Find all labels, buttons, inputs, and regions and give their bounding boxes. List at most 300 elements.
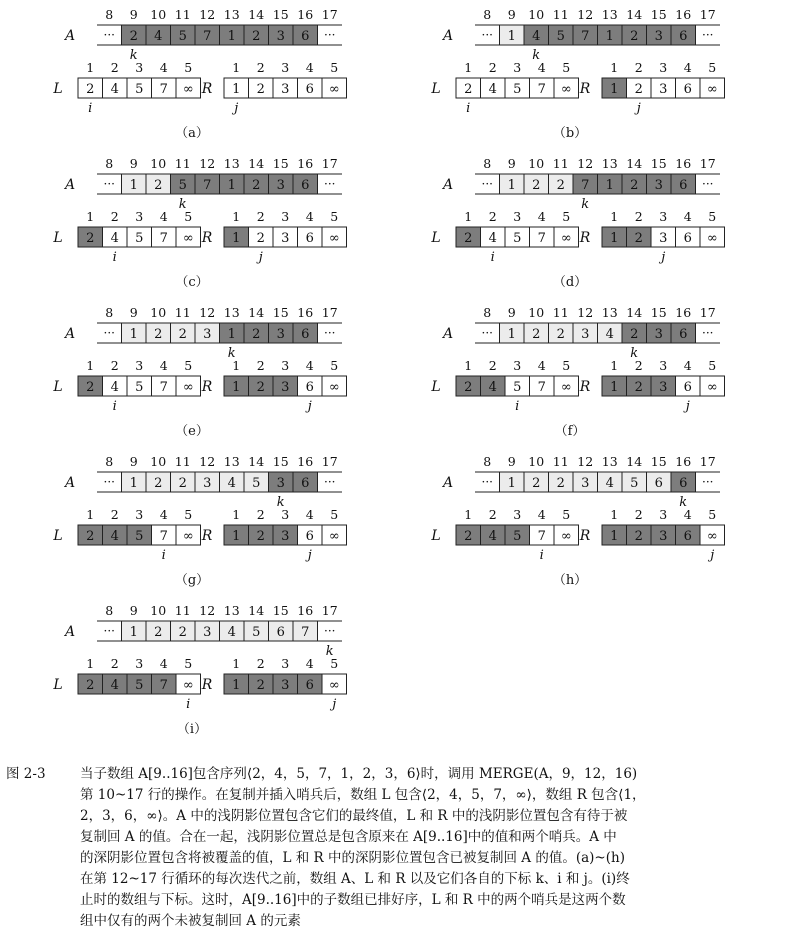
a-value: 6: [276, 625, 285, 640]
a-index-label: 10: [150, 603, 167, 618]
l-value: 7: [537, 380, 546, 395]
i-pointer: i: [490, 250, 495, 265]
r-value: 2: [256, 678, 265, 693]
r-index-label: 1: [232, 656, 241, 671]
panel-i: [52, 603, 346, 737]
a-index-label: 12: [577, 454, 594, 469]
a-value: 3: [203, 625, 212, 640]
a-index-label: 14: [248, 454, 265, 469]
l-index-label: 3: [513, 507, 522, 522]
array-r-label: R: [579, 81, 591, 97]
a-value: 7: [203, 178, 212, 193]
a-index-label: 10: [528, 156, 545, 171]
r-index-label: 4: [305, 60, 314, 75]
r-value: 6: [683, 231, 692, 246]
k-pointer: k: [679, 495, 688, 510]
l-index-label: 5: [184, 507, 193, 522]
l-value: 2: [464, 82, 473, 97]
l-value: ∞: [182, 678, 194, 693]
a-value: 5: [178, 29, 187, 44]
r-index-label: 1: [232, 358, 241, 373]
l-index-label: 2: [488, 358, 497, 373]
l-value: 2: [86, 678, 95, 693]
a-index-label: 12: [199, 454, 216, 469]
r-index-label: 1: [232, 60, 241, 75]
a-value: 2: [532, 327, 541, 342]
l-value: 5: [135, 678, 144, 693]
array-a-label: A: [64, 326, 76, 342]
array-a-label: A: [442, 28, 454, 44]
r-index-label: 2: [634, 60, 643, 75]
a-value: 2: [178, 476, 187, 491]
l-value: 7: [159, 678, 168, 693]
r-index-label: 5: [330, 656, 339, 671]
a-ellipsis-right: ···: [702, 28, 714, 42]
r-value: 6: [305, 231, 314, 246]
a-index-label: 12: [199, 7, 216, 22]
r-value: 3: [659, 529, 668, 544]
panel-c: [52, 156, 346, 290]
a-index-label: 17: [321, 7, 338, 22]
a-index-label: 13: [601, 156, 618, 171]
a-index-label: 17: [699, 7, 716, 22]
a-value: 6: [679, 327, 688, 342]
r-value: ∞: [328, 231, 340, 246]
array-r-label: R: [579, 230, 591, 246]
a-index-label: 15: [272, 454, 289, 469]
a-ellipsis-left: ···: [481, 28, 493, 42]
a-index-label: 10: [150, 454, 167, 469]
a-index-label: 15: [650, 305, 667, 320]
l-index-label: 4: [159, 60, 168, 75]
a-value: 2: [556, 178, 565, 193]
a-index-label: 11: [174, 454, 191, 469]
a-index-label: 9: [129, 603, 138, 618]
a-value: 6: [679, 178, 688, 193]
a-value: 1: [129, 625, 138, 640]
r-value: 1: [610, 529, 619, 544]
r-index-label: 2: [256, 209, 265, 224]
a-index-label: 14: [626, 156, 643, 171]
a-index-label: 15: [650, 7, 667, 22]
l-index-label: 3: [513, 209, 522, 224]
a-value: 2: [532, 476, 541, 491]
l-value: ∞: [560, 380, 572, 395]
a-index-label: 8: [105, 454, 114, 469]
a-index-label: 11: [552, 7, 569, 22]
k-pointer: k: [630, 346, 639, 361]
a-index-label: 15: [272, 305, 289, 320]
array-l-label: L: [53, 528, 63, 544]
a-value: 5: [178, 178, 187, 193]
j-pointer: j: [307, 548, 312, 563]
l-index-label: 4: [159, 209, 168, 224]
i-pointer: i: [88, 101, 93, 116]
a-index-label: 16: [297, 603, 314, 618]
r-index-label: 2: [256, 60, 265, 75]
r-index-label: 3: [281, 209, 290, 224]
j-pointer: j: [258, 250, 263, 265]
l-index-label: 3: [135, 209, 144, 224]
a-index-label: 16: [297, 305, 314, 320]
l-index-label: 2: [110, 507, 119, 522]
a-value: 6: [301, 29, 310, 44]
a-value: 3: [654, 29, 663, 44]
r-index-label: 1: [610, 507, 619, 522]
r-index-label: 4: [683, 60, 692, 75]
a-index-label: 15: [272, 156, 289, 171]
array-a-label: A: [64, 475, 76, 491]
l-value: 7: [537, 82, 546, 97]
array-a-label: A: [64, 624, 76, 640]
a-value: 3: [654, 327, 663, 342]
array-a-label: A: [442, 326, 454, 342]
l-index-label: 1: [86, 507, 95, 522]
l-index-label: 2: [110, 60, 119, 75]
a-index-label: 11: [174, 603, 191, 618]
a-value: 2: [630, 29, 639, 44]
a-index-label: 16: [675, 454, 692, 469]
a-value: 3: [276, 29, 285, 44]
a-value: 2: [154, 178, 163, 193]
k-pointer: k: [178, 197, 187, 212]
a-index-label: 14: [248, 603, 265, 618]
a-value: 2: [154, 625, 163, 640]
l-value: 4: [110, 82, 119, 97]
l-index-label: 1: [464, 507, 473, 522]
a-index-label: 12: [577, 305, 594, 320]
r-value: 3: [281, 529, 290, 544]
a-ellipsis-left: ···: [103, 177, 115, 191]
i-pointer: i: [539, 548, 544, 563]
a-index-label: 11: [552, 454, 569, 469]
a-value: 1: [507, 327, 516, 342]
a-value: 5: [630, 476, 639, 491]
a-value: 1: [227, 178, 236, 193]
a-value: 1: [507, 29, 516, 44]
a-index-label: 16: [675, 7, 692, 22]
l-value: ∞: [182, 529, 194, 544]
panel-b: [430, 7, 724, 141]
r-index-label: 4: [683, 358, 692, 373]
a-ellipsis-right: ···: [324, 475, 336, 489]
a-value: 1: [129, 327, 138, 342]
a-value: 7: [581, 29, 590, 44]
l-value: 5: [135, 231, 144, 246]
r-value: ∞: [328, 529, 340, 544]
l-value: 7: [159, 380, 168, 395]
r-value: ∞: [706, 529, 718, 544]
l-index-label: 5: [184, 358, 193, 373]
a-value: 3: [581, 476, 590, 491]
j-pointer: j: [710, 548, 715, 563]
k-pointer: k: [129, 48, 138, 63]
a-value: 1: [129, 178, 138, 193]
array-r-label: R: [201, 528, 213, 544]
a-index-label: 13: [601, 7, 618, 22]
l-index-label: 3: [513, 358, 522, 373]
r-index-label: 1: [610, 209, 619, 224]
l-index-label: 5: [562, 209, 571, 224]
r-index-label: 1: [232, 507, 241, 522]
l-value: 4: [110, 678, 119, 693]
a-ellipsis-left: ···: [481, 326, 493, 340]
a-value: 2: [556, 476, 565, 491]
a-value: 6: [301, 327, 310, 342]
a-value: 2: [532, 178, 541, 193]
a-ellipsis-right: ···: [324, 177, 336, 191]
a-index-label: 17: [699, 305, 716, 320]
a-index-label: 12: [199, 305, 216, 320]
l-value: 4: [110, 231, 119, 246]
panel-caption: （d）: [552, 275, 588, 290]
r-index-label: 5: [708, 358, 717, 373]
a-value: 5: [252, 625, 261, 640]
a-index-label: 13: [223, 603, 240, 618]
a-index-label: 13: [223, 156, 240, 171]
r-value: 2: [256, 231, 265, 246]
r-value: ∞: [328, 380, 340, 395]
r-value: 3: [281, 82, 290, 97]
r-value: 2: [256, 529, 265, 544]
a-index-label: 14: [626, 454, 643, 469]
r-value: 3: [659, 231, 668, 246]
a-value: 2: [630, 178, 639, 193]
r-index-label: 4: [683, 209, 692, 224]
a-value: 7: [301, 625, 310, 640]
r-value: 1: [232, 380, 241, 395]
a-index-label: 13: [601, 454, 618, 469]
panel-e: [52, 305, 346, 439]
r-value: 1: [232, 82, 241, 97]
a-ellipsis-right: ···: [702, 475, 714, 489]
a-value: 6: [679, 29, 688, 44]
figure-label: 图 2-3: [6, 766, 46, 782]
l-index-label: 3: [135, 507, 144, 522]
a-index-label: 14: [248, 156, 265, 171]
a-index-label: 14: [248, 7, 265, 22]
a-index-label: 11: [174, 156, 191, 171]
j-pointer: j: [332, 697, 337, 712]
panel-caption: （b）: [552, 126, 588, 141]
r-index-label: 4: [683, 507, 692, 522]
l-index-label: 2: [488, 60, 497, 75]
l-index-label: 4: [537, 209, 546, 224]
array-l-label: L: [431, 81, 441, 97]
caption-line: 复制回 A 的值。合在一起，浅阴影位置总是包含原来在 A[9..16]中的值和两个哨兵。A 中: [80, 829, 617, 845]
r-value: ∞: [706, 82, 718, 97]
k-pointer: k: [581, 197, 590, 212]
array-a-label: A: [442, 177, 454, 193]
j-pointer: j: [234, 101, 239, 116]
a-value: 1: [227, 327, 236, 342]
r-index-label: 3: [281, 656, 290, 671]
l-value: 2: [464, 529, 473, 544]
l-value: ∞: [560, 231, 572, 246]
i-pointer: i: [515, 399, 520, 414]
a-index-label: 10: [150, 156, 167, 171]
a-value: 2: [252, 327, 261, 342]
a-index-label: 15: [272, 7, 289, 22]
r-value: ∞: [328, 82, 340, 97]
a-value: 2: [252, 178, 261, 193]
l-value: 5: [513, 529, 522, 544]
r-value: 6: [305, 529, 314, 544]
l-value: ∞: [182, 82, 194, 97]
a-value: 2: [154, 327, 163, 342]
a-ellipsis-right: ···: [702, 177, 714, 191]
l-index-label: 1: [86, 358, 95, 373]
r-value: ∞: [706, 380, 718, 395]
a-value: 6: [679, 476, 688, 491]
a-index-label: 16: [675, 305, 692, 320]
a-index-label: 13: [601, 305, 618, 320]
a-index-label: 10: [150, 7, 167, 22]
a-value: 3: [203, 327, 212, 342]
a-index-label: 8: [483, 156, 492, 171]
l-index-label: 4: [537, 507, 546, 522]
a-ellipsis-left: ···: [103, 475, 115, 489]
r-index-label: 2: [256, 507, 265, 522]
panel-caption: （a）: [175, 126, 209, 141]
a-index-label: 12: [577, 156, 594, 171]
r-index-label: 3: [281, 358, 290, 373]
r-value: 1: [232, 231, 241, 246]
a-index-label: 17: [699, 454, 716, 469]
r-index-label: 1: [610, 60, 619, 75]
a-ellipsis-right: ···: [324, 624, 336, 638]
array-l-label: L: [53, 379, 63, 395]
j-pointer: j: [636, 101, 641, 116]
l-index-label: 1: [86, 209, 95, 224]
a-index-label: 9: [507, 7, 516, 22]
j-pointer: j: [685, 399, 690, 414]
array-l-label: L: [431, 528, 441, 544]
r-value: 1: [232, 529, 241, 544]
a-index-label: 16: [675, 156, 692, 171]
figure-caption: [80, 764, 785, 932]
r-value: 1: [610, 231, 619, 246]
a-index-label: 10: [150, 305, 167, 320]
r-value: 3: [281, 380, 290, 395]
a-value: 2: [178, 327, 187, 342]
a-index-label: 15: [650, 454, 667, 469]
r-index-label: 3: [281, 60, 290, 75]
l-index-label: 5: [184, 656, 193, 671]
a-value: 1: [507, 178, 516, 193]
r-index-label: 3: [281, 507, 290, 522]
l-value: 5: [513, 82, 522, 97]
a-value: 2: [630, 327, 639, 342]
l-index-label: 4: [159, 358, 168, 373]
a-index-label: 15: [650, 156, 667, 171]
i-pointer: i: [112, 250, 117, 265]
a-index-label: 8: [105, 603, 114, 618]
a-index-label: 14: [248, 305, 265, 320]
caption-line: 止时的数组与下标。这时，A[9..16]中的子数组已排好序，L 和 R 中的两个哨兵是这两个数: [80, 892, 626, 908]
r-value: 3: [659, 82, 668, 97]
r-index-label: 3: [659, 507, 668, 522]
l-index-label: 2: [110, 656, 119, 671]
r-value: 6: [305, 380, 314, 395]
r-index-label: 5: [330, 209, 339, 224]
l-index-label: 3: [135, 60, 144, 75]
l-index-label: 1: [464, 209, 473, 224]
r-index-label: 4: [305, 358, 314, 373]
a-index-label: 13: [223, 305, 240, 320]
r-value: 2: [634, 529, 643, 544]
l-value: 5: [135, 529, 144, 544]
array-l-label: L: [431, 230, 441, 246]
r-value: ∞: [706, 231, 718, 246]
l-index-label: 5: [184, 209, 193, 224]
a-index-label: 9: [129, 305, 138, 320]
l-value: 5: [135, 380, 144, 395]
panel-caption: （c）: [175, 275, 209, 290]
r-index-label: 2: [256, 358, 265, 373]
r-index-label: 2: [634, 209, 643, 224]
l-value: 2: [86, 380, 95, 395]
caption-line: 第 10~17 行的操作。在复制并插入哨兵后，数组 L 包含⟨2，4，5，7，∞⟩，数组 R 包含⟨1，: [80, 787, 646, 803]
a-ellipsis-left: ···: [481, 475, 493, 489]
a-value: 1: [605, 29, 614, 44]
a-index-label: 17: [321, 305, 338, 320]
a-value: 6: [301, 476, 310, 491]
l-value: 2: [86, 529, 95, 544]
array-r-label: R: [201, 379, 213, 395]
a-index-label: 8: [483, 454, 492, 469]
a-value: 6: [654, 476, 663, 491]
l-value: ∞: [182, 231, 194, 246]
r-index-label: 5: [708, 60, 717, 75]
l-value: 4: [488, 231, 497, 246]
a-index-label: 12: [199, 603, 216, 618]
a-index-label: 9: [507, 305, 516, 320]
panel-a: [52, 7, 346, 141]
a-index-label: 9: [129, 156, 138, 171]
a-index-label: 11: [552, 156, 569, 171]
r-value: 2: [634, 231, 643, 246]
r-value: 1: [232, 678, 241, 693]
a-index-label: 12: [577, 7, 594, 22]
l-index-label: 4: [537, 358, 546, 373]
array-r-label: R: [579, 379, 591, 395]
a-value: 6: [301, 178, 310, 193]
a-value: 3: [203, 476, 212, 491]
r-index-label: 5: [330, 358, 339, 373]
r-index-label: 3: [659, 209, 668, 224]
a-index-label: 9: [129, 7, 138, 22]
array-a-label: A: [442, 475, 454, 491]
a-value: 4: [605, 327, 614, 342]
r-value: 1: [610, 380, 619, 395]
l-index-label: 2: [110, 358, 119, 373]
a-index-label: 8: [105, 305, 114, 320]
j-pointer: j: [661, 250, 666, 265]
a-index-label: 16: [297, 454, 314, 469]
r-index-label: 5: [330, 60, 339, 75]
l-value: 7: [537, 231, 546, 246]
a-index-label: 8: [483, 305, 492, 320]
a-index-label: 10: [528, 305, 545, 320]
array-r-label: R: [201, 677, 213, 693]
a-index-label: 12: [199, 156, 216, 171]
a-value: 3: [276, 178, 285, 193]
l-value: 7: [537, 529, 546, 544]
l-value: ∞: [182, 380, 194, 395]
a-value: 1: [129, 476, 138, 491]
panel-f: [430, 305, 724, 439]
